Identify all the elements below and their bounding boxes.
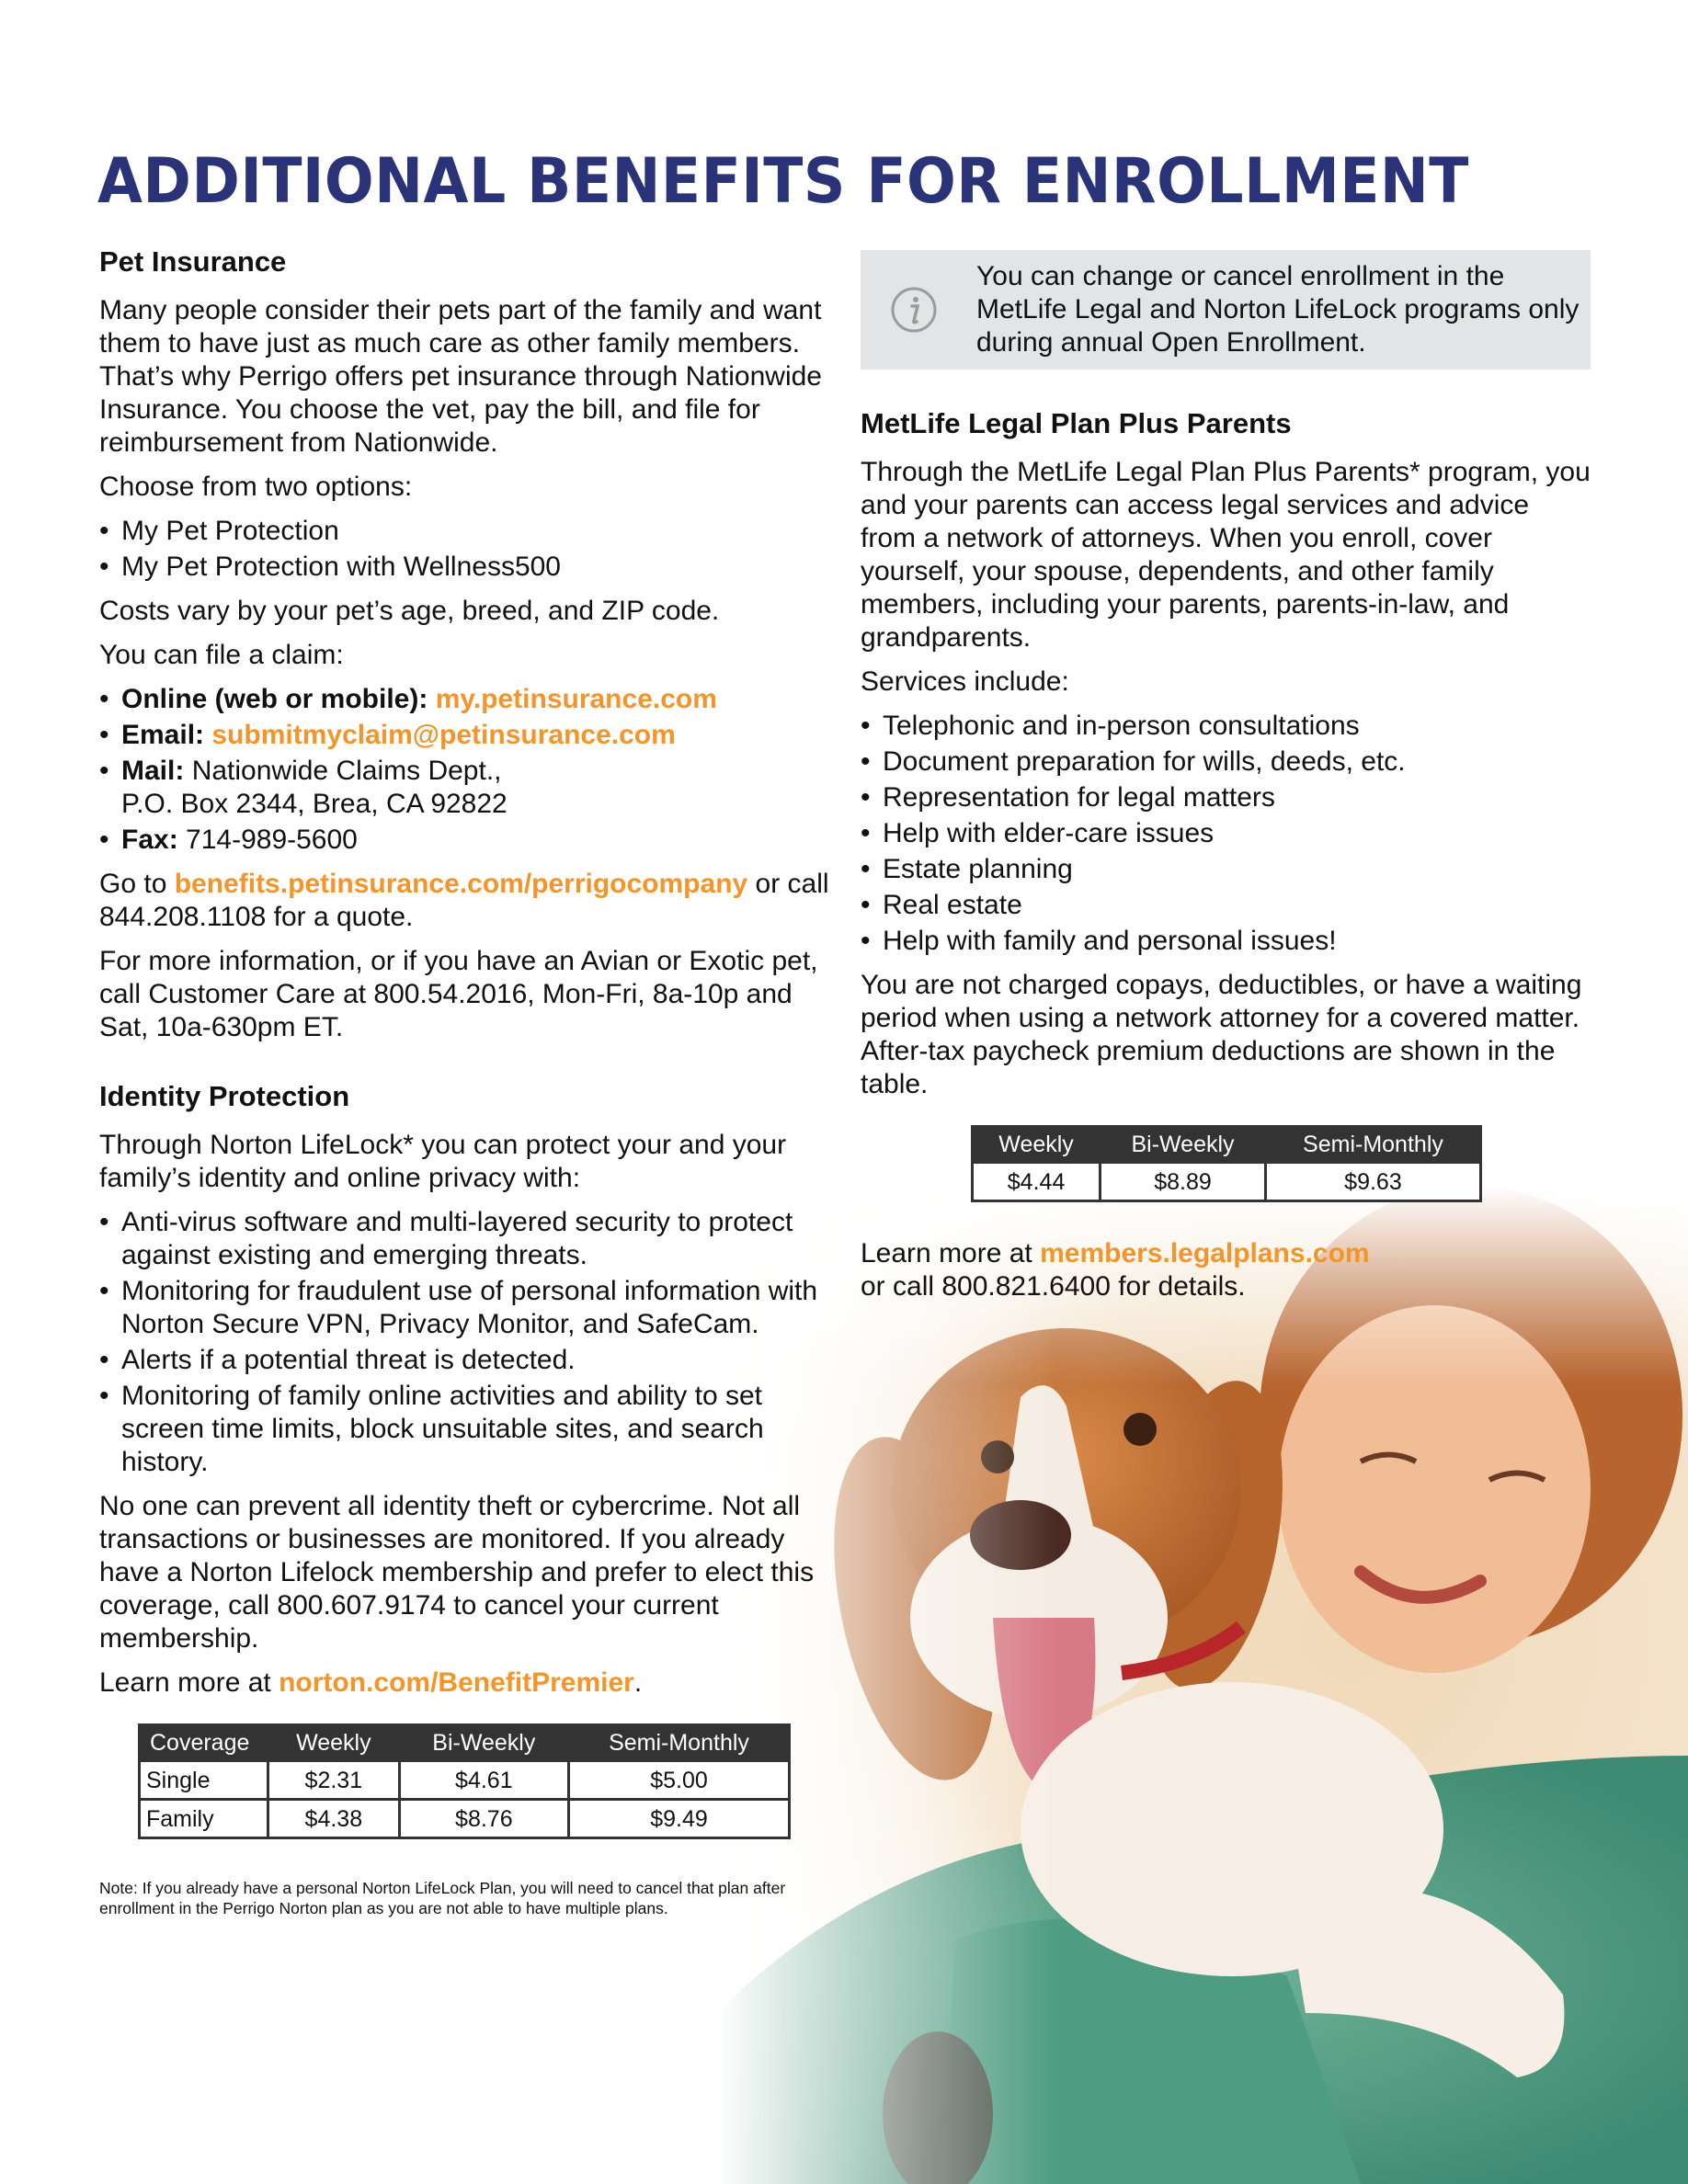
column-header: Weekly: [268, 1725, 400, 1761]
identity-protection-heading: Identity Protection: [99, 1080, 350, 1112]
woman-hugging-dog-photo: [717, 1186, 1688, 2184]
legal-plan-intro: Through the MetLife Legal Plan Plus Parents* program, you and your parents can access legal services and advice from a network of attorneys. When you enroll, cover yourself, your spouse, dependents, and other family members, including your parents, parents-in-law, and grandparents.: [861, 457, 1591, 653]
legal-learn-suffix: or call 800.821.6400 for details.: [861, 1271, 1246, 1302]
legal-service-item: • Help with family and personal issues!: [861, 925, 1591, 958]
legal-plan-heading: MetLife Legal Plan Plus Parents: [861, 407, 1292, 439]
page-title: ADDITIONAL BENEFITS FOR ENROLLMENT: [97, 145, 1469, 218]
norton-learn-suffix: .: [633, 1667, 643, 1698]
table-cell: $5.00: [569, 1761, 790, 1800]
legal-service-item: • Real estate: [861, 889, 1591, 922]
legal-learn-more: [861, 1237, 1591, 1303]
table-row: [973, 1163, 1481, 1201]
legal-plans-link[interactable]: members.legalplans.com: [1040, 1238, 1370, 1268]
pet-option-item: • My Pet Protection: [99, 515, 835, 548]
column-header: Bi-Weekly: [1101, 1127, 1266, 1163]
identity-feature-item: • Monitoring for fraudulent use of personal information with Norton Secure VPN, Privacy Monitor, and SafeCam.: [99, 1275, 835, 1341]
pet-insurance-online-link[interactable]: my.petinsurance.com: [435, 684, 717, 714]
column-header: Weekly: [973, 1127, 1101, 1163]
identity-disclaimer: No one can prevent all identity theft or cybercrime. Not all transactions or businesses are monitored. If you already have a Norton Lifelock membership and prefer to elect this coverage, call 800.607.9174 to cancel your current membership.: [99, 1491, 815, 1654]
identity-intro: Through Norton LifeLock* you can protect your and your family’s identity and online privacy with:: [99, 1130, 787, 1193]
table-header-row: [973, 1127, 1481, 1163]
claim-label: You can file a claim:: [99, 640, 344, 670]
table-cell: Family: [140, 1800, 268, 1838]
table-cell: $4.38: [268, 1800, 400, 1838]
norton-learn-more: [99, 1666, 835, 1700]
legal-plan-section: [861, 406, 1591, 1303]
enrollment-info-callout: [861, 250, 1591, 370]
claim-mail-line1: Nationwide Claims Dept.,: [191, 756, 502, 786]
claim-mail-line2: P.O. Box 2344, Brea, CA 92822: [121, 789, 508, 819]
pet-more-info: For more information, or if you have an Avian or Exotic pet, call Customer Care at 800.54.2016, Mon-Fri, 8a-10p and Sat, 10a-630pm ET.: [99, 946, 818, 1042]
table-header-row: [140, 1725, 790, 1761]
identity-feature-item: • Alerts if a potential threat is detected.: [99, 1344, 835, 1377]
column-header: Coverage: [140, 1725, 268, 1761]
claim-methods-list: [99, 683, 835, 857]
table-row: [140, 1800, 790, 1838]
legal-service-item: • Help with elder-care issues: [861, 817, 1591, 850]
metlife-rates-table: [971, 1125, 1482, 1202]
claim-fax-value: 714-989-5600: [186, 825, 358, 855]
legal-services-list: [861, 710, 1591, 958]
legal-cost-note: You are not charged copays, deductibles, or have a waiting period when using a network attorney for a covered matter. After-tax paycheck premium deductions are shown in the table.: [861, 970, 1582, 1099]
services-label: Services include:: [861, 666, 1069, 697]
column-header: Bi-Weekly: [399, 1725, 568, 1761]
claim-fax-item: [99, 824, 835, 857]
pet-option-item: • My Pet Protection with Wellness500: [99, 551, 835, 584]
costs-note: Costs vary by your pet’s age, breed, and ZIP code.: [99, 596, 720, 626]
info-callout-text: You can change or cancel enrollment in the MetLife Legal and Norton LifeLock programs only during annual Open Enrollment.: [976, 261, 1580, 358]
pet-quote-link[interactable]: benefits.petinsurance.com/perrigocompany: [174, 869, 748, 899]
pet-insurance-heading: Pet Insurance: [99, 245, 287, 278]
claim-online-label: Online (web or mobile):: [121, 684, 428, 714]
norton-learn-prefix: Learn more at: [99, 1667, 279, 1698]
legal-service-item: • Estate planning: [861, 853, 1591, 886]
info-icon: [890, 286, 938, 334]
pet-options-list: [99, 515, 835, 584]
right-column: [861, 250, 1591, 1314]
column-header: Semi-Monthly: [569, 1725, 790, 1761]
table-cell: $8.76: [399, 1800, 568, 1838]
identity-feature-item: • Monitoring of family online activities and ability to set screen time limits, block unsuitable sites, and search history.: [99, 1380, 835, 1479]
norton-link[interactable]: norton.com/BenefitPremier: [279, 1667, 634, 1698]
table-cell: $4.44: [973, 1163, 1101, 1201]
table-cell: Single: [140, 1761, 268, 1800]
identity-features-list: [99, 1206, 835, 1479]
claim-email-label: Email:: [121, 720, 205, 750]
norton-rates-table: [138, 1723, 791, 1839]
claim-online-item: [99, 683, 835, 716]
claim-mail-item: [99, 755, 835, 821]
quote-paragraph: [99, 868, 835, 934]
legal-service-item: • Telephonic and in-person consultations: [861, 710, 1591, 743]
table-cell: $9.49: [569, 1800, 790, 1838]
quote-suffix: or call 844.208.1108 for a quote.: [99, 869, 829, 932]
pet-insurance-section: [99, 245, 835, 1044]
identity-feature-item: • Anti-virus software and multi-layered security to protect against existing and emerging threats.: [99, 1206, 835, 1272]
table-cell: $2.31: [268, 1761, 400, 1800]
pet-insurance-intro: Many people consider their pets part of the family and want them to have just as much care as other family members. That’s why Perrigo offers pet insurance through Nationwide Insurance. You choose the vet, pay the bill, and file for reimbursement from Nationwide.: [99, 295, 822, 458]
options-label: Choose from two options:: [99, 472, 413, 502]
table-cell: $8.89: [1101, 1163, 1266, 1201]
claim-mail-label: Mail:: [121, 756, 185, 786]
legal-service-item: • Document preparation for wills, deeds, etc.: [861, 745, 1591, 779]
legal-service-item: • Representation for legal matters: [861, 781, 1591, 814]
quote-prefix: Go to: [99, 869, 175, 899]
claim-email-link[interactable]: submitmyclaim@petinsurance.com: [211, 720, 676, 750]
column-header: Semi-Monthly: [1265, 1127, 1480, 1163]
legal-learn-prefix: Learn more at: [861, 1238, 1041, 1268]
table-row: [140, 1761, 790, 1800]
left-column: [99, 245, 835, 1918]
claim-email-item: [99, 719, 835, 752]
table-cell: $9.63: [1265, 1163, 1480, 1201]
norton-footnote: Note: If you already have a personal Norton LifeLock Plan, you will need to cancel that plan after enrollment in the Perrigo Norton plan as you are not able to have multiple plans.: [99, 1879, 786, 1917]
identity-protection-section: [99, 1079, 835, 1918]
claim-fax-label: Fax:: [121, 825, 178, 855]
table-cell: $4.61: [399, 1761, 568, 1800]
